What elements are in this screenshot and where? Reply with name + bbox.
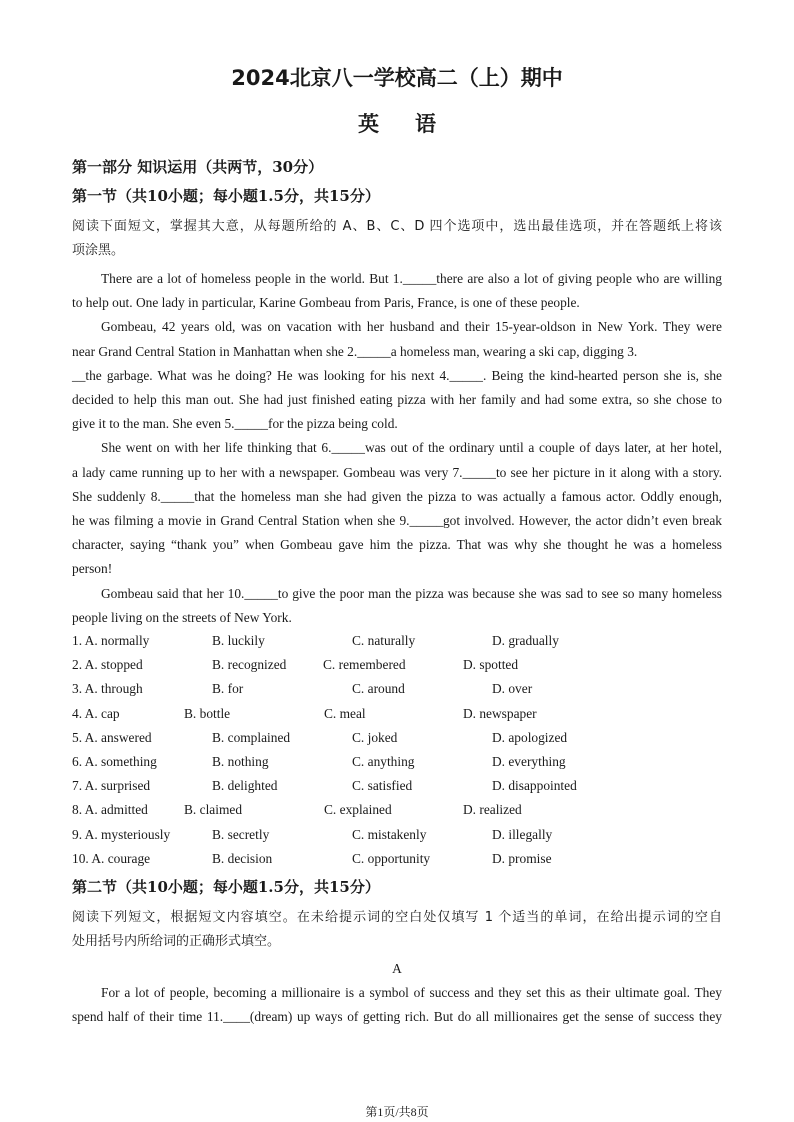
answer-option: B. delighted	[212, 778, 278, 794]
answer-option: 4. A. cap	[72, 705, 120, 721]
text-line: near Grand Central Station in Manhattan when she 2._____a homeless man, wearing a ski cap, digging 3.	[72, 343, 638, 359]
text-line: Gombeau, 42 years old, was on vacation with her husband and their 15-year-oldson in New York. They were	[101, 319, 722, 335]
answer-option: C. around	[352, 681, 405, 697]
text-line: 处用括号内所给词的正确形式填空。	[72, 934, 281, 949]
text-line: __the garbage. What was he doing? He was looking for his next 4._____. Being the kind-hearted person she is, she	[72, 367, 722, 383]
text-line: decided to help this man out. She had just finished eating pizza with her family and had some extra, so she chose to	[72, 392, 722, 407]
text-line: There are a lot of homeless people in the world. But 1._____there are also a lot of giving people who are willing	[101, 271, 722, 286]
answer-option: D. realized	[463, 802, 522, 818]
section2-heading: 第二节（共10小题；每小题1.5分，共15分）	[72, 878, 380, 896]
text-line: Gombeau said that her 10._____to give the poor man the pizza was because she was sad to see so many homeless	[101, 585, 722, 601]
part1-heading: 第一部分 知识运用（共两节，30分）	[72, 158, 324, 176]
answer-option: D. illegally	[492, 826, 553, 842]
text-line: people living on the streets of New York.	[72, 609, 292, 625]
answer-option: D. disappointed	[492, 778, 577, 794]
answer-option: B. nothing	[212, 754, 269, 769]
text-line: he was filming a movie in Grand Central Station when she 9._____got involved. However, the actor didn’t even break	[72, 513, 722, 528]
answer-option: B. for	[212, 681, 244, 697]
answer-option: D. gradually	[492, 633, 559, 648]
text-line: spend half of their time 11.____(dream) up ways of getting rich. But do all millionaires get the sense of success they	[72, 1009, 722, 1025]
page-number: 第1页/共8页	[365, 1105, 429, 1119]
answer-option: 6. A. something	[72, 754, 157, 769]
answer-option: D. spotted	[463, 657, 519, 673]
answer-option: B. decision	[212, 850, 273, 866]
answer-option: 9. A. mysteriously	[72, 826, 171, 842]
answer-option: B. recognized	[212, 657, 287, 673]
answer-option: C. joked	[352, 729, 398, 745]
text-line: She suddenly 8._____that the homeless man she had given the pizza to was actually a famous actor. Oddly enough,	[72, 488, 722, 504]
answer-option: 2. A. stopped	[72, 657, 143, 673]
answer-option: D. apologized	[492, 729, 568, 745]
answer-option: B. luckily	[212, 633, 265, 648]
answer-option: 7. A. surprised	[72, 778, 151, 794]
text-line: She went on with her life thinking that 6._____was out of the ordinary until a couple of days later, at her hotel,	[101, 440, 722, 456]
answer-option: B. claimed	[184, 802, 243, 818]
answer-option: D. over	[492, 681, 533, 697]
subject-title: 英语	[358, 112, 472, 136]
answer-option: B. secretly	[212, 826, 270, 842]
text-line: For a lot of people, becoming a millionaire is a symbol of success and they set this as their ultimate goal. They	[101, 985, 722, 1000]
answer-option: 10. A. courage	[72, 850, 151, 866]
answer-option: C. opportunity	[352, 850, 431, 866]
text-line: give it to the man. She even 5._____for the pizza being cold.	[72, 416, 398, 432]
passage-label: A	[392, 961, 402, 976]
answer-option: C. meal	[324, 705, 366, 721]
text-line: 阅读下列短文，根据短文内容填空。在未给提示词的空白处仅填写 1 个适当的单词，在给出提示词的空自	[72, 910, 722, 925]
section1-heading: 第一节（共10小题；每小题1.5分，共15分）	[72, 187, 380, 205]
answer-option: 8. A. admitted	[72, 802, 148, 818]
answer-option: D. everything	[492, 754, 566, 769]
answer-option: C. remembered	[323, 657, 406, 673]
text-line: a lady came running up to her with a newspaper. Gombeau was very 7._____to see her picture in it along with a story.	[72, 464, 722, 480]
answer-option: 5. A. answered	[72, 729, 152, 745]
answer-option: C. mistakenly	[352, 826, 427, 842]
text-line: 项涂黑。	[72, 243, 125, 258]
answer-option: 3. A. through	[72, 681, 143, 697]
text-line: character, saying “thank you” when Gombeau gave him the pizza. That was why she thought he was a homeless	[72, 537, 722, 553]
answer-option: D. promise	[492, 850, 552, 866]
answer-option: C. satisfied	[352, 778, 413, 794]
text-line: 阅读下面短文，掌握其大意，从每题所给的 A、B、C、D 四个选项中，选出最佳选项，并在答题纸上将该	[72, 219, 722, 234]
answer-option: 1. A. normally	[72, 633, 150, 648]
answer-option: B. bottle	[184, 705, 231, 721]
answer-option: C. anything	[352, 754, 415, 769]
text-line: person!	[72, 561, 113, 577]
answer-option: D. newspaper	[463, 705, 537, 721]
text-line: to help out. One lady in particular, Karine Gombeau from Paris, France, is one of these people.	[72, 295, 580, 311]
exam-title: 2024北京八一学校高二（上）期中	[231, 66, 563, 90]
answer-option: C. explained	[324, 802, 392, 818]
answer-option: C. naturally	[352, 633, 416, 648]
answer-option: B. complained	[212, 729, 291, 745]
